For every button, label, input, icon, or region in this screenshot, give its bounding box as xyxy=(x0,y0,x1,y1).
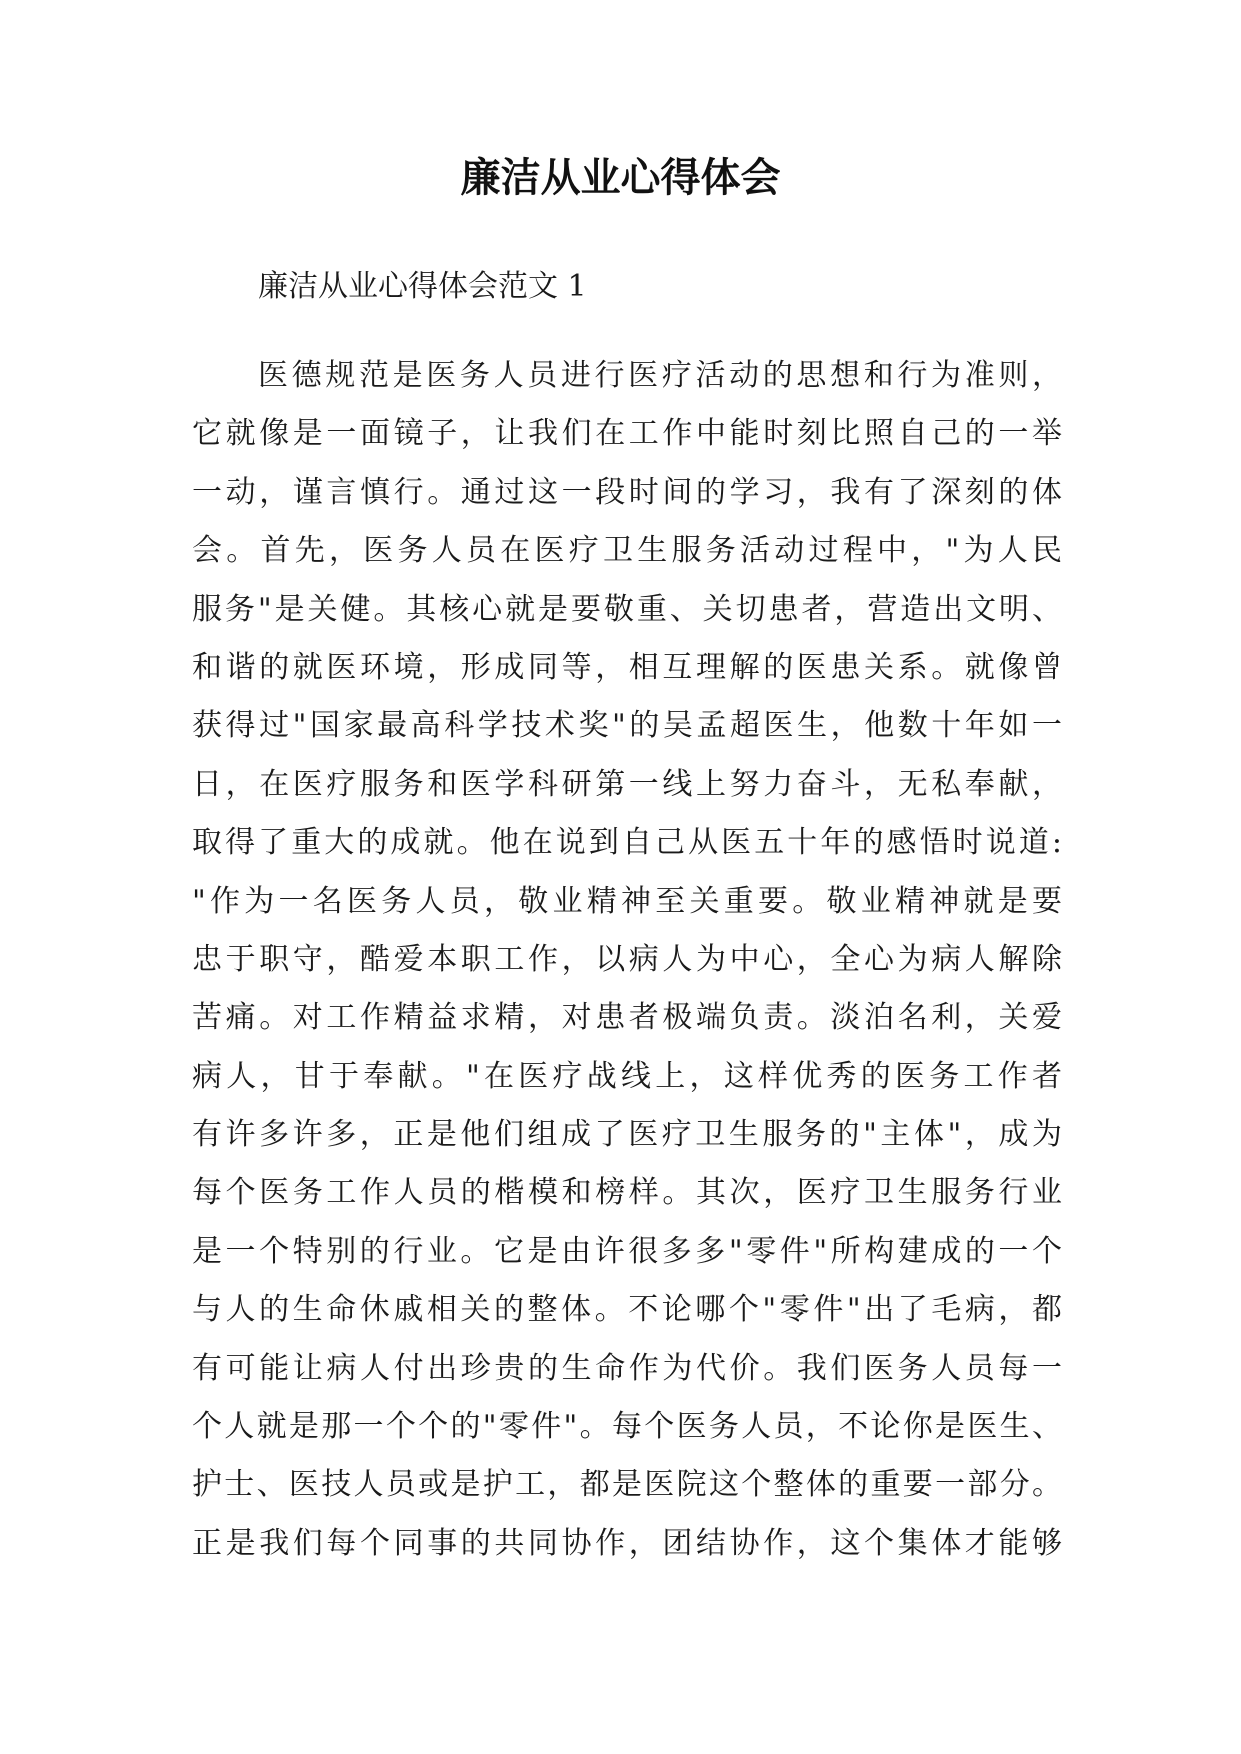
body-line: 病人，甘于奉献。"在医疗战线上，这样优秀的医务工作者 xyxy=(192,1058,1062,1094)
body-line: 个人就是那一个个的"零件"。每个医务人员，不论你是医生、 xyxy=(192,1409,1062,1445)
body-line: 是一个特别的行业。它是由许很多多"零件"所构建成的一个 xyxy=(192,1233,1062,1269)
body-line: 一动，谨言慎行。通过这一段时间的学习，我有了深刻的体 xyxy=(192,474,1062,510)
document-subtitle: 廉洁从业心得体会范文 1 xyxy=(258,269,587,304)
body-line: 医德规范是医务人员进行医疗活动的思想和行为准则， xyxy=(258,358,1062,393)
body-line: 忠于职守，酷爱本职工作，以病人为中心，全心为病人解除 xyxy=(192,941,1062,977)
document-body xyxy=(192,347,1062,1573)
body-line: 和谐的就医环境，形成同等，相互理解的医患关系。就像曾 xyxy=(192,649,1062,685)
body-line: 服务"是关健。其核心就是要敬重、关切患者，营造出文明、 xyxy=(192,591,1062,627)
body-line: 有可能让病人付出珍贵的生命作为代价。我们医务人员每一 xyxy=(192,1350,1062,1386)
body-line: 日，在医疗服务和医学科研第一线上努力奋斗，无私奉献， xyxy=(192,766,1062,802)
body-line: 与人的生命休戚相关的整体。不论哪个"零件"出了毛病，都 xyxy=(192,1292,1062,1328)
body-line: "作为一名医务人员，敬业精神至关重要。敬业精神就是要 xyxy=(192,883,1062,919)
body-line: 苦痛。对工作精益求精，对患者极端负责。淡泊名利，关爱 xyxy=(192,1000,1062,1036)
body-line: 正是我们每个同事的共同协作，团结协作，这个集体才能够 xyxy=(192,1525,1062,1561)
body-line: 护士、医技人员或是护工，都是医院这个整体的重要一部分。 xyxy=(192,1467,1062,1503)
body-line: 每个医务工作人员的楷模和榜样。其次，医疗卫生服务行业 xyxy=(192,1175,1062,1211)
body-line: 取得了重大的成就。他在说到自己从医五十年的感悟时说道: xyxy=(192,825,1062,861)
body-line: 它就像是一面镜子，让我们在工作中能时刻比照自己的一举 xyxy=(192,416,1062,452)
body-line: 会。首先，医务人员在医疗卫生服务活动过程中，"为人民 xyxy=(192,533,1062,569)
body-line: 有许多许多，正是他们组成了医疗卫生服务的"主体"，成为 xyxy=(192,1117,1062,1153)
document-title: 廉洁从业心得体会 xyxy=(460,155,781,201)
body-line: 获得过"国家最高科学技术奖"的吴孟超医生，他数十年如一 xyxy=(192,708,1062,744)
